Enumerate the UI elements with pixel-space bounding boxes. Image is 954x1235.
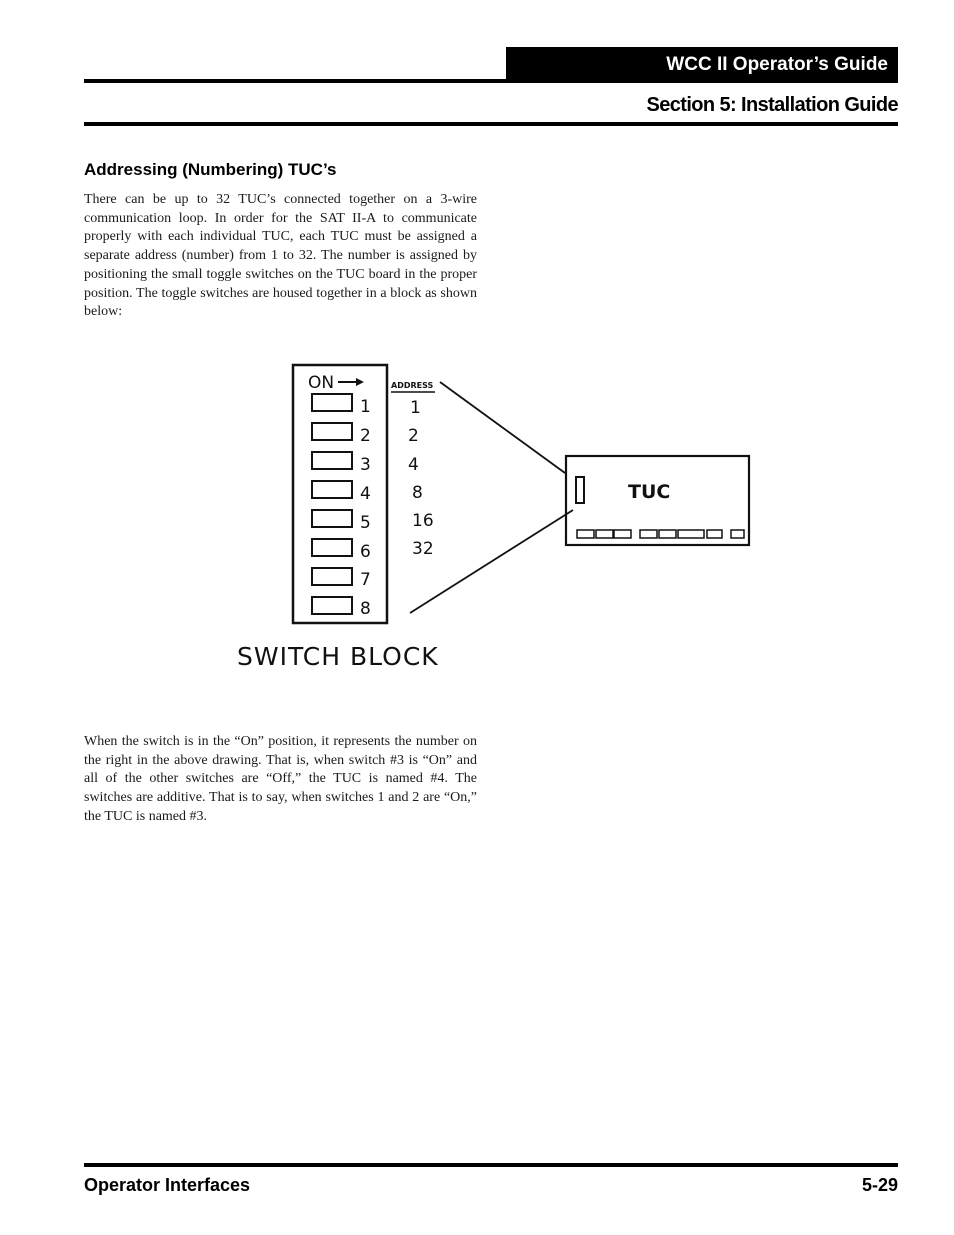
subsection-heading: Addressing (Numbering) TUC’s [84,160,337,179]
tuc-switch-block [576,477,584,503]
tuc-board-label: TUC [628,481,671,503]
leader-line-bottom [410,510,573,613]
leader-line-top [440,382,565,473]
section-title: Section 5: Installation Guide [646,94,898,116]
switch-block-diagram [200,355,820,685]
section-rule [84,122,898,126]
switch-number: 5 [360,513,371,533]
header-rule [84,79,898,83]
footer-chapter-title: Operator Interfaces [84,1175,251,1195]
explanation-paragraph: When the switch is in the “On” position, it represents the number on the right in the above drawing. That is, when switch #3 is “On” and all of the other switches are “Off,” the TUC is named #4. The switches are additive. That is to say, when switches 1 and 2 are “On,” the TUC is named #3. [84,734,477,824]
intro-paragraph: There can be up to 32 TUC’s connected together on a 3-wire communication loop. In order for the SAT II-A to communicate properly with each individual TUC, each TUC must be assigned a separate address (number) from 1 to 32. The number is assigned by positioning the small toggle switches on the TUC board in the proper position. The toggle switches are housed together in a block as shown below: [84,192,477,320]
terminal-connector [596,530,613,538]
switch-number: 8 [360,599,371,619]
switch-block-caption: SWITCH BLOCK [237,642,439,671]
address-value: 8 [412,483,423,503]
switch-6 [312,539,352,556]
switch-2 [312,423,352,440]
on-label: ON [308,373,335,393]
switch-3 [312,452,352,469]
switch-7 [312,568,352,585]
switch-number: 2 [360,426,371,446]
on-arrowhead [356,378,364,386]
switch-number: 4 [360,484,371,504]
switch-1 [312,394,352,411]
terminal-connector [577,530,594,538]
address-value: 32 [412,539,434,559]
address-value: 1 [410,398,421,418]
footer-rule [84,1163,898,1167]
switch-number: 1 [360,397,371,417]
page-number: 5-29 [861,1175,898,1195]
switch-8 [312,597,352,614]
switch-number: 6 [360,542,371,562]
address-value: 16 [412,511,434,531]
terminal-connector [640,530,657,538]
terminal-connector [659,530,676,538]
switch-5 [312,510,352,527]
terminal-connector [678,530,704,538]
terminal-connector [707,530,722,538]
guide-title: WCC II Operator’s Guide [506,47,898,82]
address-value: 2 [408,426,419,446]
terminal-connector [614,530,631,538]
switch-number: 3 [360,455,371,475]
address-value: 4 [408,455,419,475]
switch-number: 7 [360,570,371,590]
address-label: ADDRESS [391,381,434,390]
switch-4 [312,481,352,498]
terminal-connector [731,530,744,538]
